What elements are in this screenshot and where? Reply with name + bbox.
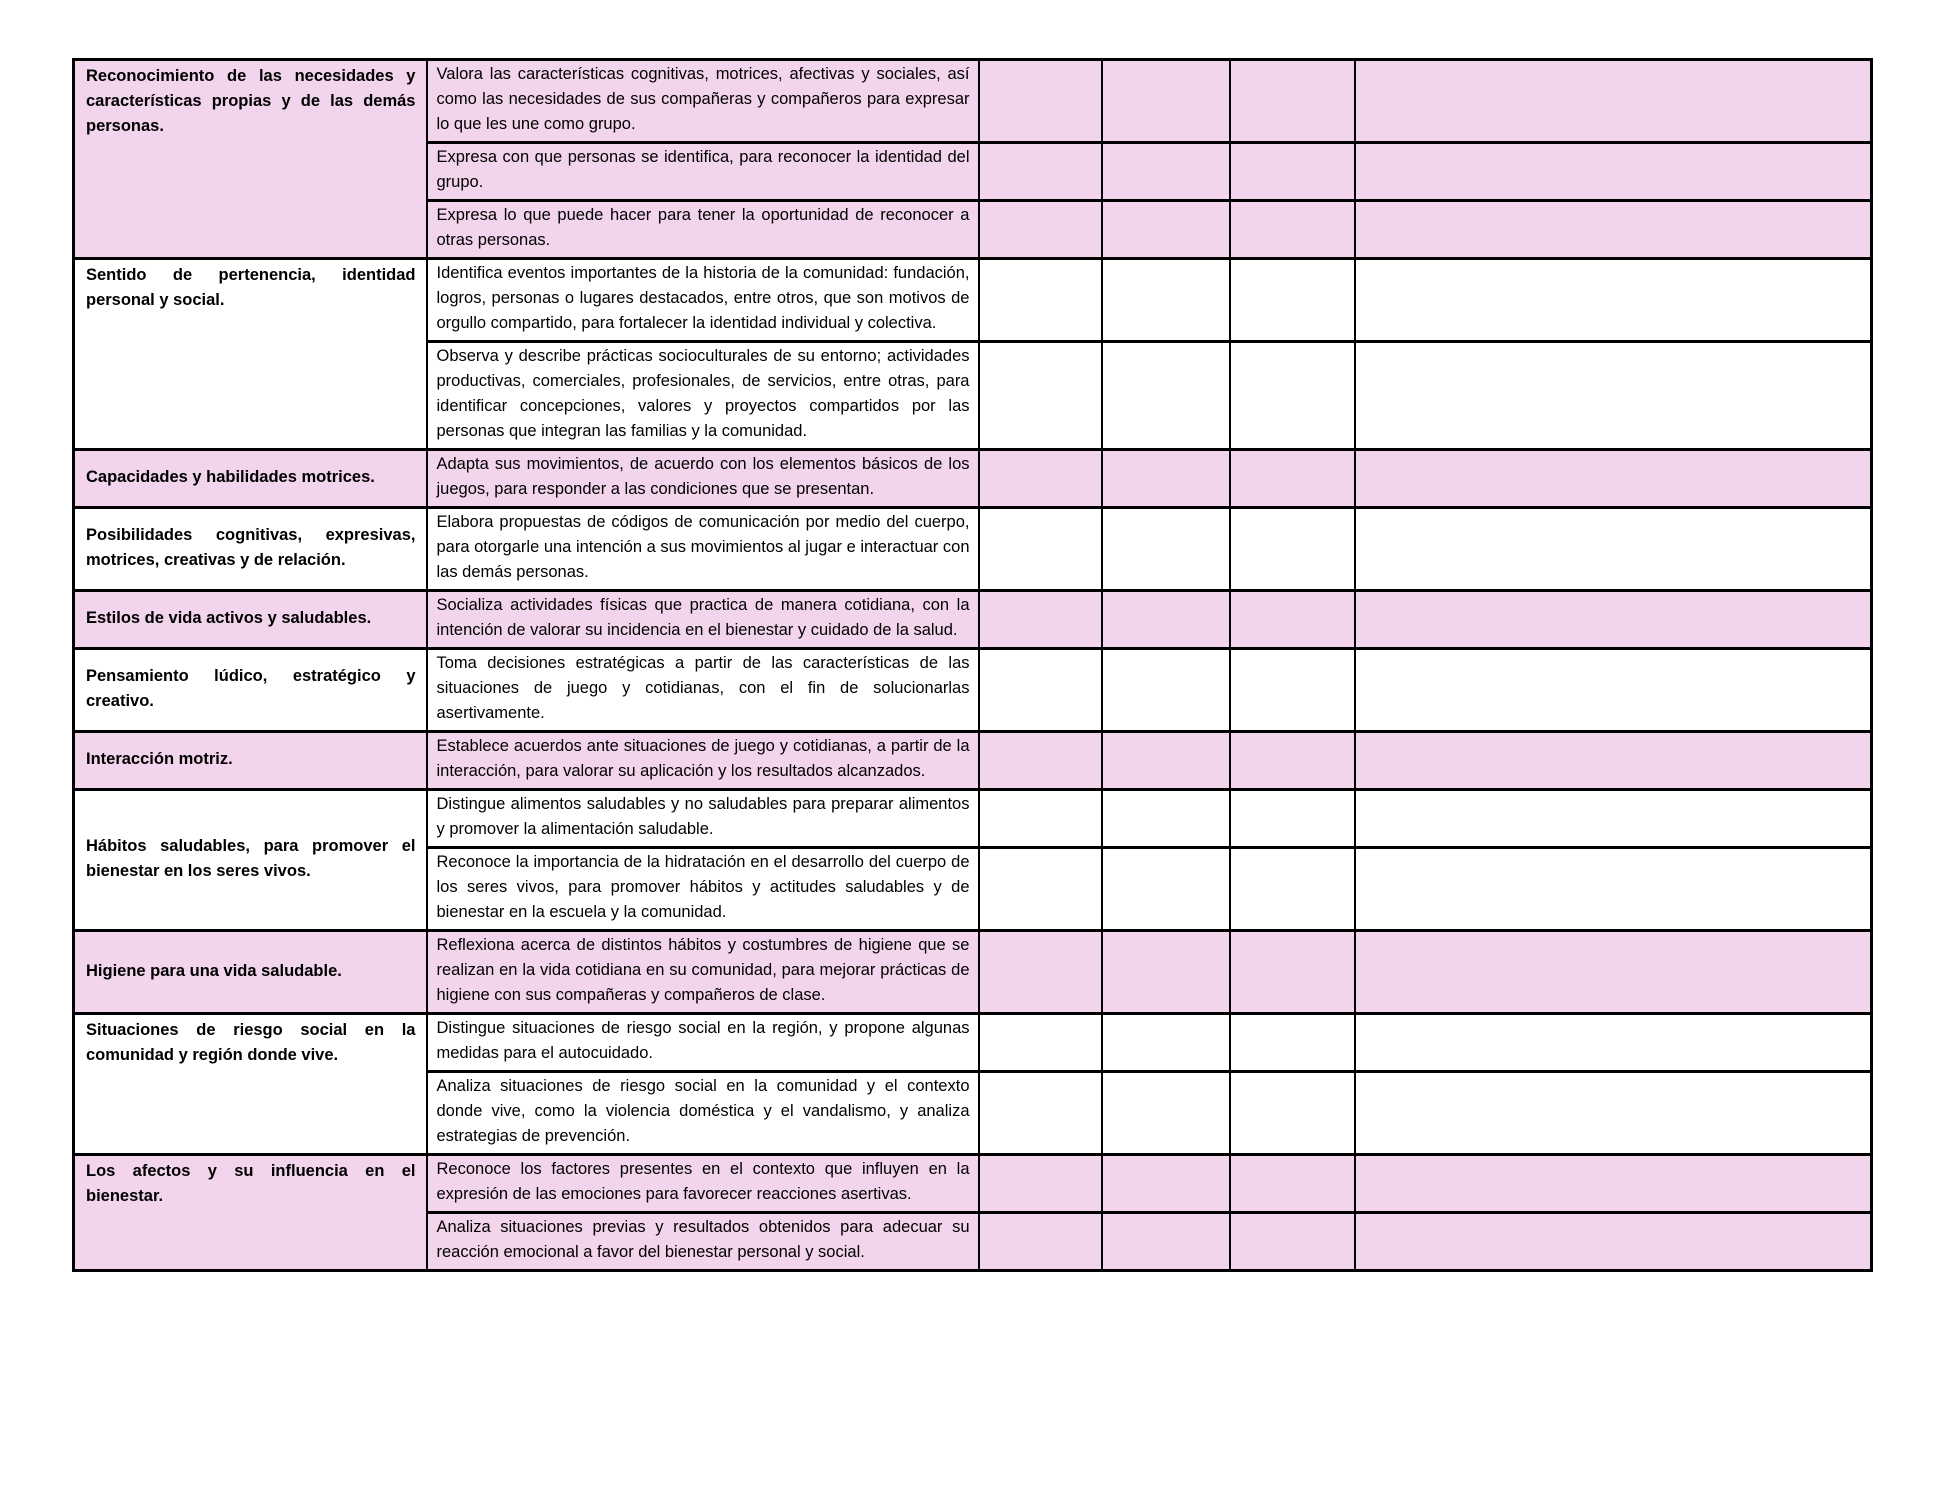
category-cell: Capacidades y habilidades motrices. <box>74 450 427 508</box>
descriptor-cell: Observa y describe prácticas socioculturales de su entorno; actividades productivas, comerciales, profesionales, de servicios, entre otras, para identificar concepciones, valores y proyectos compartidos por las personas que integran las familias y la comunidad. <box>427 342 979 450</box>
category-cell: Higiene para una vida saludable. <box>74 931 427 1014</box>
table-row <box>74 450 1872 508</box>
blank-grading-cell <box>1230 259 1355 342</box>
blank-grading-cell <box>1102 1014 1230 1072</box>
blank-grading-cell <box>1230 60 1355 143</box>
category-cell: Interacción motriz. <box>74 732 427 790</box>
table-body <box>74 60 1872 1271</box>
blank-grading-cell <box>1355 848 1872 931</box>
category-cell: Hábitos saludables, para promover el bienestar en los seres vivos. <box>74 790 427 931</box>
blank-grading-cell <box>979 732 1102 790</box>
blank-grading-cell <box>979 1213 1102 1271</box>
blank-grading-cell <box>1230 591 1355 649</box>
table-row <box>74 790 1872 848</box>
blank-grading-cell <box>1102 201 1230 259</box>
blank-grading-cell <box>979 1155 1102 1213</box>
blank-grading-cell <box>1355 1072 1872 1155</box>
blank-grading-cell <box>1230 1155 1355 1213</box>
blank-grading-cell <box>1102 790 1230 848</box>
blank-grading-cell <box>1355 143 1872 201</box>
blank-grading-cell <box>979 60 1102 143</box>
category-cell: Situaciones de riesgo social en la comunidad y región donde vive. <box>74 1014 427 1155</box>
blank-grading-cell <box>1355 259 1872 342</box>
blank-grading-cell <box>1102 143 1230 201</box>
descriptor-cell: Elabora propuestas de códigos de comunicación por medio del cuerpo, para otorgarle una intención a sus movimientos al jugar e interactuar con las demás personas. <box>427 508 979 591</box>
descriptor-cell: Analiza situaciones previas y resultados obtenidos para adecuar su reacción emocional a favor del bienestar personal y social. <box>427 1213 979 1271</box>
descriptor-cell: Valora las características cognitivas, motrices, afectivas y sociales, así como las necesidades de sus compañeras y compañeros para expresar lo que les une como grupo. <box>427 60 979 143</box>
blank-grading-cell <box>1230 143 1355 201</box>
blank-grading-cell <box>1102 1072 1230 1155</box>
blank-grading-cell <box>1230 790 1355 848</box>
blank-grading-cell <box>1102 591 1230 649</box>
table-row <box>74 591 1872 649</box>
blank-grading-cell <box>1355 1155 1872 1213</box>
blank-grading-cell <box>1230 508 1355 591</box>
blank-grading-cell <box>1102 508 1230 591</box>
curriculum-table <box>72 58 1873 1272</box>
descriptor-cell: Distingue situaciones de riesgo social en la región, y propone algunas medidas para el autocuidado. <box>427 1014 979 1072</box>
descriptor-cell: Reflexiona acerca de distintos hábitos y costumbres de higiene que se realizan en la vida cotidiana en su comunidad, para mejorar prácticas de higiene con sus compañeras y compañeros de clase. <box>427 931 979 1014</box>
descriptor-cell: Distingue alimentos saludables y no saludables para preparar alimentos y promover la alimentación saludable. <box>427 790 979 848</box>
blank-grading-cell <box>1230 342 1355 450</box>
blank-grading-cell <box>979 931 1102 1014</box>
table-row <box>74 259 1872 342</box>
blank-grading-cell <box>1102 259 1230 342</box>
category-cell: Sentido de pertenencia, identidad personal y social. <box>74 259 427 450</box>
document-sheet <box>72 58 1870 1272</box>
blank-grading-cell <box>1230 450 1355 508</box>
descriptor-cell: Reconoce los factores presentes en el contexto que influyen en la expresión de las emociones para favorecer reacciones asertivas. <box>427 1155 979 1213</box>
table-row <box>74 1155 1872 1213</box>
blank-grading-cell <box>1102 732 1230 790</box>
blank-grading-cell <box>979 848 1102 931</box>
blank-grading-cell <box>1230 732 1355 790</box>
descriptor-cell: Reconoce la importancia de la hidratación en el desarrollo del cuerpo de los seres vivos, para promover hábitos y actitudes saludables y de bienestar en la escuela y la comunidad. <box>427 848 979 931</box>
table-row <box>74 931 1872 1014</box>
category-cell: Los afectos y su influencia en el bienestar. <box>74 1155 427 1271</box>
blank-grading-cell <box>1102 848 1230 931</box>
descriptor-cell: Adapta sus movimientos, de acuerdo con los elementos básicos de los juegos, para responder a las condiciones que se presentan. <box>427 450 979 508</box>
blank-grading-cell <box>1355 1014 1872 1072</box>
blank-grading-cell <box>1230 1213 1355 1271</box>
blank-grading-cell <box>1102 1155 1230 1213</box>
category-cell: Estilos de vida activos y saludables. <box>74 591 427 649</box>
blank-grading-cell <box>1102 649 1230 732</box>
descriptor-cell: Expresa lo que puede hacer para tener la oportunidad de reconocer a otras personas. <box>427 201 979 259</box>
blank-grading-cell <box>979 259 1102 342</box>
blank-grading-cell <box>979 649 1102 732</box>
table-row <box>74 732 1872 790</box>
descriptor-cell: Expresa con que personas se identifica, para reconocer la identidad del grupo. <box>427 143 979 201</box>
blank-grading-cell <box>1230 931 1355 1014</box>
blank-grading-cell <box>1230 649 1355 732</box>
blank-grading-cell <box>1355 1213 1872 1271</box>
blank-grading-cell <box>979 591 1102 649</box>
blank-grading-cell <box>1230 1072 1355 1155</box>
blank-grading-cell <box>1355 450 1872 508</box>
category-cell: Pensamiento lúdico, estratégico y creativo. <box>74 649 427 732</box>
blank-grading-cell <box>1355 790 1872 848</box>
blank-grading-cell <box>1355 649 1872 732</box>
blank-grading-cell <box>1102 1213 1230 1271</box>
descriptor-cell: Toma decisiones estratégicas a partir de las características de las situaciones de juego y cotidianas, con el fin de solucionarlas asertivamente. <box>427 649 979 732</box>
blank-grading-cell <box>979 450 1102 508</box>
blank-grading-cell <box>1230 201 1355 259</box>
blank-grading-cell <box>1102 342 1230 450</box>
table-row <box>74 649 1872 732</box>
blank-grading-cell <box>1355 591 1872 649</box>
blank-grading-cell <box>979 342 1102 450</box>
blank-grading-cell <box>1355 508 1872 591</box>
category-cell: Posibilidades cognitivas, expresivas, motrices, creativas y de relación. <box>74 508 427 591</box>
blank-grading-cell <box>979 508 1102 591</box>
blank-grading-cell <box>1230 1014 1355 1072</box>
blank-grading-cell <box>979 1072 1102 1155</box>
blank-grading-cell <box>1102 60 1230 143</box>
blank-grading-cell <box>1355 931 1872 1014</box>
blank-grading-cell <box>1102 450 1230 508</box>
category-cell: Reconocimiento de las necesidades y características propias y de las demás personas. <box>74 60 427 259</box>
descriptor-cell: Socializa actividades físicas que practica de manera cotidiana, con la intención de valorar su incidencia en el bienestar y cuidado de la salud. <box>427 591 979 649</box>
table-row <box>74 60 1872 143</box>
blank-grading-cell <box>979 1014 1102 1072</box>
descriptor-cell: Analiza situaciones de riesgo social en la comunidad y el contexto donde vive, como la violencia doméstica y el vandalismo, y analiza estrategias de prevención. <box>427 1072 979 1155</box>
blank-grading-cell <box>1355 732 1872 790</box>
blank-grading-cell <box>1355 342 1872 450</box>
blank-grading-cell <box>979 143 1102 201</box>
table-row <box>74 508 1872 591</box>
blank-grading-cell <box>1355 201 1872 259</box>
table-row <box>74 1014 1872 1072</box>
blank-grading-cell <box>979 790 1102 848</box>
descriptor-cell: Identifica eventos importantes de la historia de la comunidad: fundación, logros, personas o lugares destacados, entre otros, que son motivos de orgullo compartido, para fortalecer la identidad individual y colectiva. <box>427 259 979 342</box>
blank-grading-cell <box>1102 931 1230 1014</box>
blank-grading-cell <box>1230 848 1355 931</box>
descriptor-cell: Establece acuerdos ante situaciones de juego y cotidianas, a partir de la interacción, para valorar su aplicación y los resultados alcanzados. <box>427 732 979 790</box>
blank-grading-cell <box>979 201 1102 259</box>
blank-grading-cell <box>1355 60 1872 143</box>
